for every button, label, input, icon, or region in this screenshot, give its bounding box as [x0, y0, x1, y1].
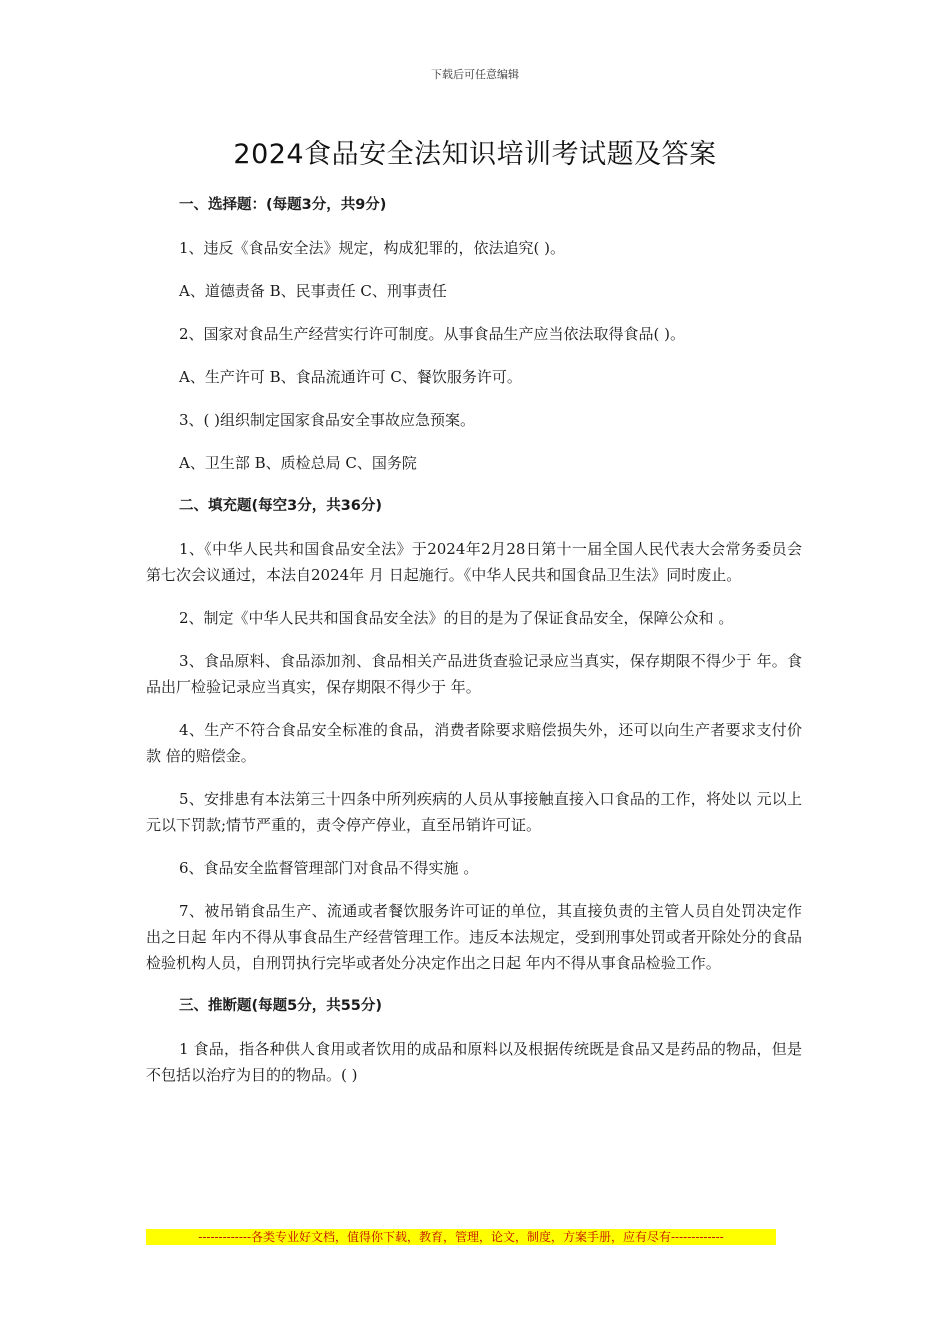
choice-question-2: 2、国家对食品生产经营实行许可制度。从事食品生产应当依法取得食品( )。 — [179, 325, 686, 343]
footer-banner: -------------各类专业好文档，值得你下载，教育，管理，论文，制度，方案手册，应有尽有------------- — [146, 1229, 776, 1245]
choice-question-3: 3、( )组织制定国家食品安全事故应急预案。 — [179, 411, 476, 429]
choice-question-1: 1、违反《食品安全法》规定，构成犯罪的，依法追究( )。 — [179, 239, 566, 257]
section-heading-judgment: 三、推断题(每题5分，共55分) — [179, 998, 383, 1014]
choice-options-2: A、生产许可 B、食品流通许可 C、餐饮服务许可。 — [179, 368, 522, 386]
choice-options-3: A、卫生部 B、质检总局 C、国务院 — [179, 454, 417, 472]
judgment-question-1: 1 食品，指各种供人食用或者饮用的成品和原料以及根据传统既是食品又是药品的物品，但是不包括以治疗为目的的物品。( ) — [146, 1040, 802, 1084]
section-heading-choice: 一、选择题：(每题3分，共9分) — [179, 197, 387, 213]
fill-question-6: 6、食品安全监督管理部门对食品不得实施 。 — [179, 859, 479, 877]
header-note: 下载后可任意编辑 — [431, 68, 519, 81]
fill-question-3: 3、食品原料、食品添加剂、食品相关产品进货查验记录应当真实，保存期限不得少于 年。食品出厂检验记录应当真实，保存期限不得少于 年。 — [146, 652, 802, 696]
fill-question-4: 4、生产不符合食品安全标准的食品，消费者除要求赔偿损失外，还可以向生产者要求支付价款 倍的赔偿金。 — [146, 721, 802, 765]
fill-question-2: 2、制定《中华人民共和国食品安全法》的目的是为了保证食品安全，保障公众和 。 — [179, 609, 734, 627]
fill-question-5: 5、安排患有本法第三十四条中所列疾病的人员从事接触直接入口食品的工作，将处以 元以上 元以下罚款;情节严重的，责令停产停业，直至吊销许可证。 — [146, 790, 802, 834]
fill-question-1: 1、《中华人民共和国食品安全法》于2024年2月28日第十一届全国人民代表大会常务委员会第七次会议通过，本法自2024年 月 日起施行。《中华人民共和国食品卫生法》同时废止。 — [146, 540, 802, 584]
document-body — [146, 192, 802, 1105]
section-heading-fill-in: 二、填充题(每空3分，共36分) — [179, 498, 383, 514]
choice-options-1: A、道德责备 B、民事责任 C、刑事责任 — [179, 282, 447, 300]
fill-question-7: 7、被吊销食品生产、流通或者餐饮服务许可证的单位，其直接负责的主管人员自处罚决定作出之日起 年内不得从事食品生产经营管理工作。违反本法规定，受到刑事处罚或者开除处分的食品检验机构人员，自刑罚执行完毕或者处分决定作出之日起 年内不得从事食品检验工作。 — [146, 902, 802, 972]
document-title: 2024食品安全法知识培训考试题及答案 — [233, 139, 717, 170]
